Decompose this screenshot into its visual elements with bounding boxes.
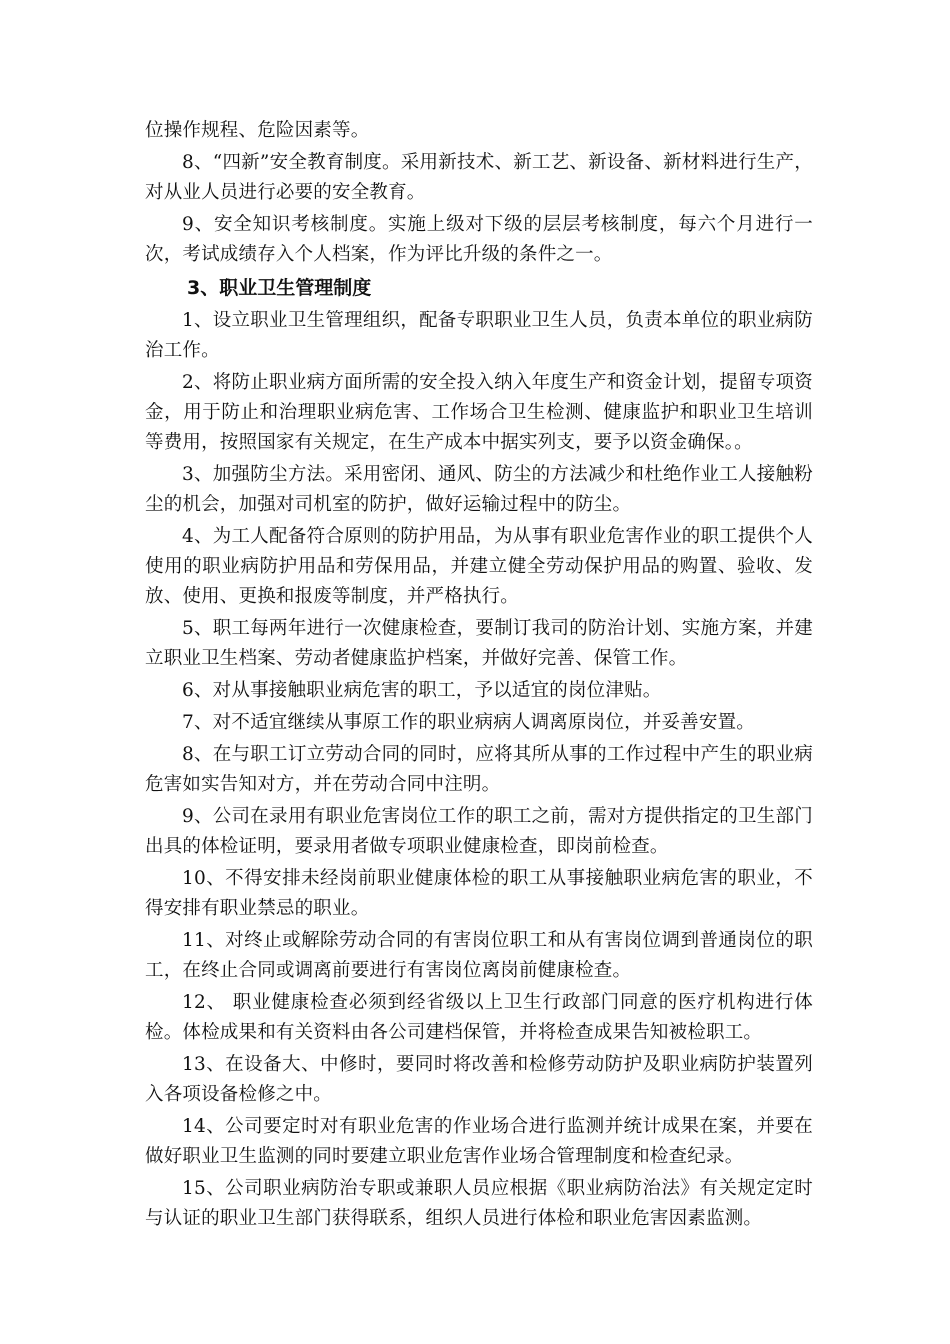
paragraph-item-4: 4、为工人配备符合原则的防护用品，为从事有职业危害作业的职工提供个人使用的职业病防护用品和劳保用品，并建立健全劳动保护用品的购置、验收、发放、使用、更换和报废等制度，并严格执行。 bbox=[145, 526, 813, 607]
paragraph-item-8: 8、在与职工订立劳动合同的同时，应将其所从事的工作过程中产生的职业病危害如实告知对方，并在劳动合同中注明。 bbox=[145, 744, 813, 795]
section-heading: 3、职业卫生管理制度 bbox=[187, 277, 372, 299]
paragraph-item-14: 14、公司要定时对有职业危害的作业场合进行监测并统计成果在案，并要在做好职业卫生监测的同时要建立职业危害作业场合管理制度和检查纪录。 bbox=[145, 1116, 813, 1167]
paragraph-item-3: 3、加强防尘方法。采用密闭、通风、防尘的方法减少和杜绝作业工人接触粉尘的机会，加强对司机室的防护，做好运输过程中的防尘。 bbox=[145, 464, 813, 515]
paragraph-item-9: 9、公司在录用有职业危害岗位工作的职工之前，需对方提供指定的卫生部门出具的体检证明，要录用者做专项职业健康检查，即岗前检查。 bbox=[145, 806, 813, 857]
document-body bbox=[145, 116, 813, 1234]
paragraph-item-13: 13、在设备大、中修时，要同时将改善和检修劳动防护及职业病防护装置列入各项设备检修之中。 bbox=[145, 1054, 813, 1105]
paragraph-item-1: 1、设立职业卫生管理组织，配备专职职业卫生人员，负责本单位的职业病防治工作。 bbox=[145, 310, 813, 361]
paragraph-item-7: 7、对不适宜继续从事原工作的职业病病人调离原岗位，并妥善安置。 bbox=[182, 712, 755, 733]
paragraph-continued: 位操作规程、危险因素等。 bbox=[145, 120, 370, 141]
paragraph-item-10: 10、不得安排未经岗前职业健康体检的职工从事接触职业病危害的职业，不得安排有职业禁忌的职业。 bbox=[145, 868, 813, 919]
paragraph-item-6: 6、对从事接触职业病危害的职工，予以适宜的岗位津贴。 bbox=[182, 680, 662, 701]
paragraph-item-8-four-new: 8、“四新”安全教育制度。采用新技术、新工艺、新设备、新材料进行生产，对从业人员进行必要的安全教育。 bbox=[145, 152, 813, 203]
paragraph-item-15: 15、公司职业病防治专职或兼职人员应根据《职业病防治法》有关规定定时与认证的职业卫生部门获得联系，组织人员进行体检和职业危害因素监测。 bbox=[145, 1178, 813, 1229]
paragraph-item-9-knowledge-assessment: 9、安全知识考核制度。实施上级对下级的层层考核制度，每六个月进行一次，考试成绩存入个人档案，作为评比升级的条件之一。 bbox=[145, 214, 813, 265]
paragraph-item-5: 5、职工每两年进行一次健康检查，要制订我司的防治计划、实施方案，并建立职业卫生档案、劳动者健康监护档案，并做好完善、保管工作。 bbox=[145, 618, 813, 669]
paragraph-item-12: 12、 职业健康检查必须到经省级以上卫生行政部门同意的医疗机构进行体检。体检成果和有关资料由各公司建档保管，并将检查成果告知被检职工。 bbox=[145, 992, 813, 1043]
paragraph-item-11: 11、对终止或解除劳动合同的有害岗位职工和从有害岗位调到普通岗位的职工，在终止合同或调离前要进行有害岗位离岗前健康检查。 bbox=[145, 930, 813, 981]
paragraph-item-2: 2、将防止职业病方面所需的安全投入纳入年度生产和资金计划，提留专项资金，用于防止和治理职业病危害、工作场合卫生检测、健康监护和职业卫生培训等费用，按照国家有关规定，在生产成本中据实列支，要予以资金确保。。 bbox=[145, 372, 813, 453]
